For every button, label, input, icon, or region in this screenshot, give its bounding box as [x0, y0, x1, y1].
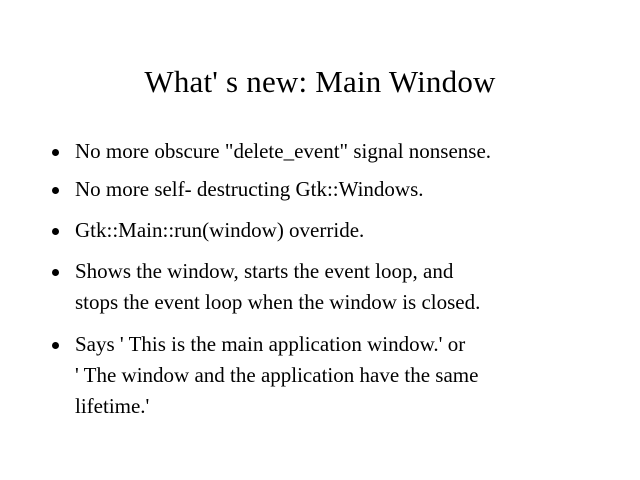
bullet-text — [75, 174, 615, 205]
bullet-line: Says ' This is the main application window.' or — [75, 332, 466, 356]
bullet-line: No more self- destructing Gtk::Windows. — [75, 177, 424, 201]
bullet-line: Shows the window, starts the event loop, and — [75, 259, 454, 283]
bullet-text — [75, 136, 615, 167]
bullet-line: No more obscure "delete_event" signal nonsense. — [75, 139, 492, 163]
bullet-icon — [52, 342, 59, 349]
bullet-icon — [52, 187, 59, 194]
bullet-line: stops the event loop when the window is closed. — [75, 290, 481, 314]
bullet-icon — [52, 228, 59, 235]
bullet-text — [75, 329, 615, 422]
bullet-text — [75, 215, 615, 246]
bullet-text — [75, 256, 615, 318]
slide-title: What' s new: Main Window — [144, 64, 496, 99]
bullet-line: lifetime.' — [75, 394, 150, 418]
bullet-icon — [52, 149, 59, 156]
bullet-line: ' The window and the application have the same — [75, 363, 479, 387]
bullet-icon — [52, 269, 59, 276]
bullet-line: Gtk::Main::run(window) override. — [75, 218, 365, 242]
